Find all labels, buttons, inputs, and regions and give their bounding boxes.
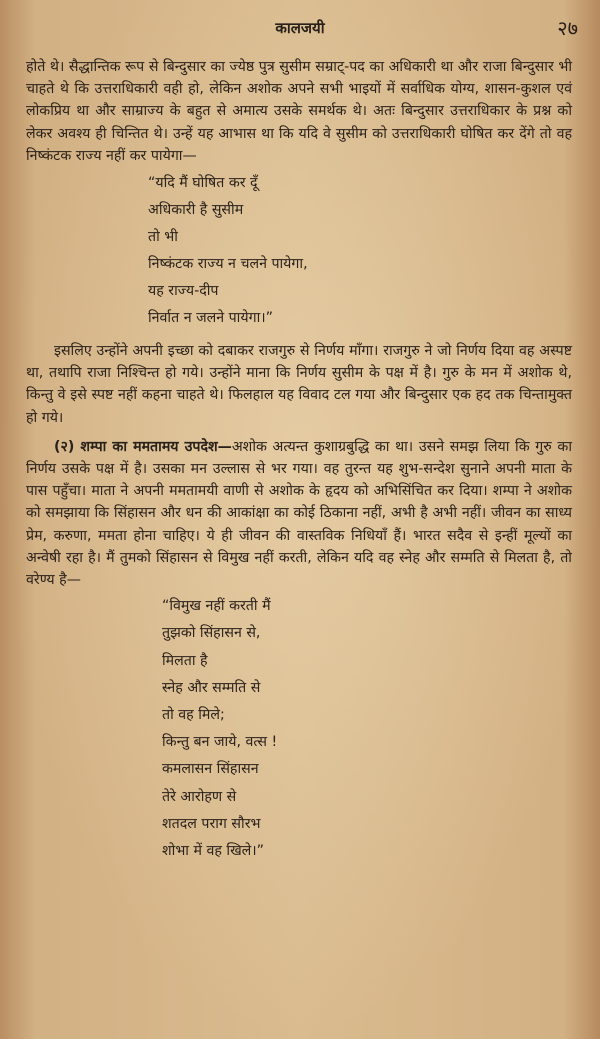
verse-line: कमलासन सिंहासन: [162, 761, 259, 778]
paragraph-3: [26, 436, 572, 591]
verse-line: “विमुख नहीं करती मैं: [162, 598, 271, 615]
verse-line: निष्कंटक राज्य न चलने पायेगा,: [148, 256, 308, 273]
verse-line: तो भी: [148, 229, 178, 246]
verse-line: तुझको सिंहासन से,: [162, 625, 261, 642]
verse-line: शोभा में वह खिले।”: [162, 843, 265, 860]
verse-line: यह राज्य-दीप: [148, 283, 219, 300]
verse-line: शतदल पराग सौरभ: [162, 815, 261, 832]
page-header: [0, 10, 600, 50]
verse-line: “यदि मैं घोषित कर दूँ: [148, 175, 258, 192]
verse-line: किन्तु बन जाये, वत्स !: [162, 734, 278, 751]
paragraph-1: होते थे। सैद्धान्तिक रूप से बिन्दुसार का ज्येष्ठ पुत्र सुसीम सम्राट्-पद का अधिकारी था और राजा बिन्दुसार भी चाहते थे कि उत्तराधिकारी वही हो, लेकिन अशोक अपने सभी भाइयों में सर्वाधिक योग्य, शासन-कुशल एवं लोकप्रिय था और साम्राज्य के बहुत से अमात्य उसके समर्थक थे। अतः बिन्दुसार उत्तराधिकार के प्रश्न को लेकर अवश्य ही चिन्तित थे। उन्हें यह आभास था कि यदि वे सुसीम को उत्तराधिकारी घोषित कर देंगे तो वह निष्कंटक राज्य नहीं कर पायेगा—: [26, 59, 573, 164]
page-number: २७: [557, 16, 578, 40]
verse-block-2: [26, 593, 572, 865]
paragraph-2: इसलिए उन्होंने अपनी इच्छा को दबाकर राजगुरु से निर्णय माँगा। राजगुरु ने जो निर्णय दिया वह अस्पष्ट था, तथापि राजा निश्चिन्त हो गये। उन्होंने माना कि निर्णय सुसीम के पक्ष में है। गुरु के मन में अशोक थे, किन्तु वे इसे स्पष्ट नहीं कहना चाहते थे। फिलहाल यह विवाद टल गया और बिन्दुसार एक हद तक चिन्तामुक्त हो गये।: [26, 343, 572, 426]
section-heading: (२) शम्पा का ममतामय उपदेश—: [54, 438, 232, 455]
running-head: कालजयी: [275, 19, 325, 37]
verse-line: मिलता है: [162, 652, 208, 669]
paragraph-3-body: अशोक अत्यन्त कुशाग्रबुद्धि का था। उसने समझ लिया कि गुरु का निर्णय उसके पक्ष में है। उसका मन उल्लास से भर गया। वह तुरन्त यह शुभ-सन्देश सुनाने अपनी माता के पास पहुँचा। माता ने अपनी ममतामयी वाणी से अशोक के हृदय को अभिसिंचित कर दिया। शम्पा ने अशोक को समझाया कि सिंहासन और धन की आकांक्षा का कोई ठिकाना नहीं, अभी है अभी नहीं। जीवन का साध्य प्रेम, करुणा, ममता होना चाहिए। ये ही जीवन की वास्तविक निधियाँ हैं। भारत सदैव से इन्हीं मूल्यों का अन्वेषी रहा है। मैं तुमको सिंहासन से विमुख नहीं करती, लेकिन यदि वह स्नेह और सम्मति से मिलता है, तो वरेण्य है—: [26, 438, 572, 589]
verse-line: निर्वात न जलने पायेगा।”: [148, 310, 273, 327]
verse-line: तो वह मिले;: [162, 707, 225, 724]
verse-line: स्नेह और सम्मति से: [162, 679, 261, 696]
verse-line: अधिकारी है सुसीम: [148, 202, 244, 219]
verse-block-1: [26, 170, 572, 332]
verse-line: तेरे आरोहण से: [162, 788, 237, 805]
